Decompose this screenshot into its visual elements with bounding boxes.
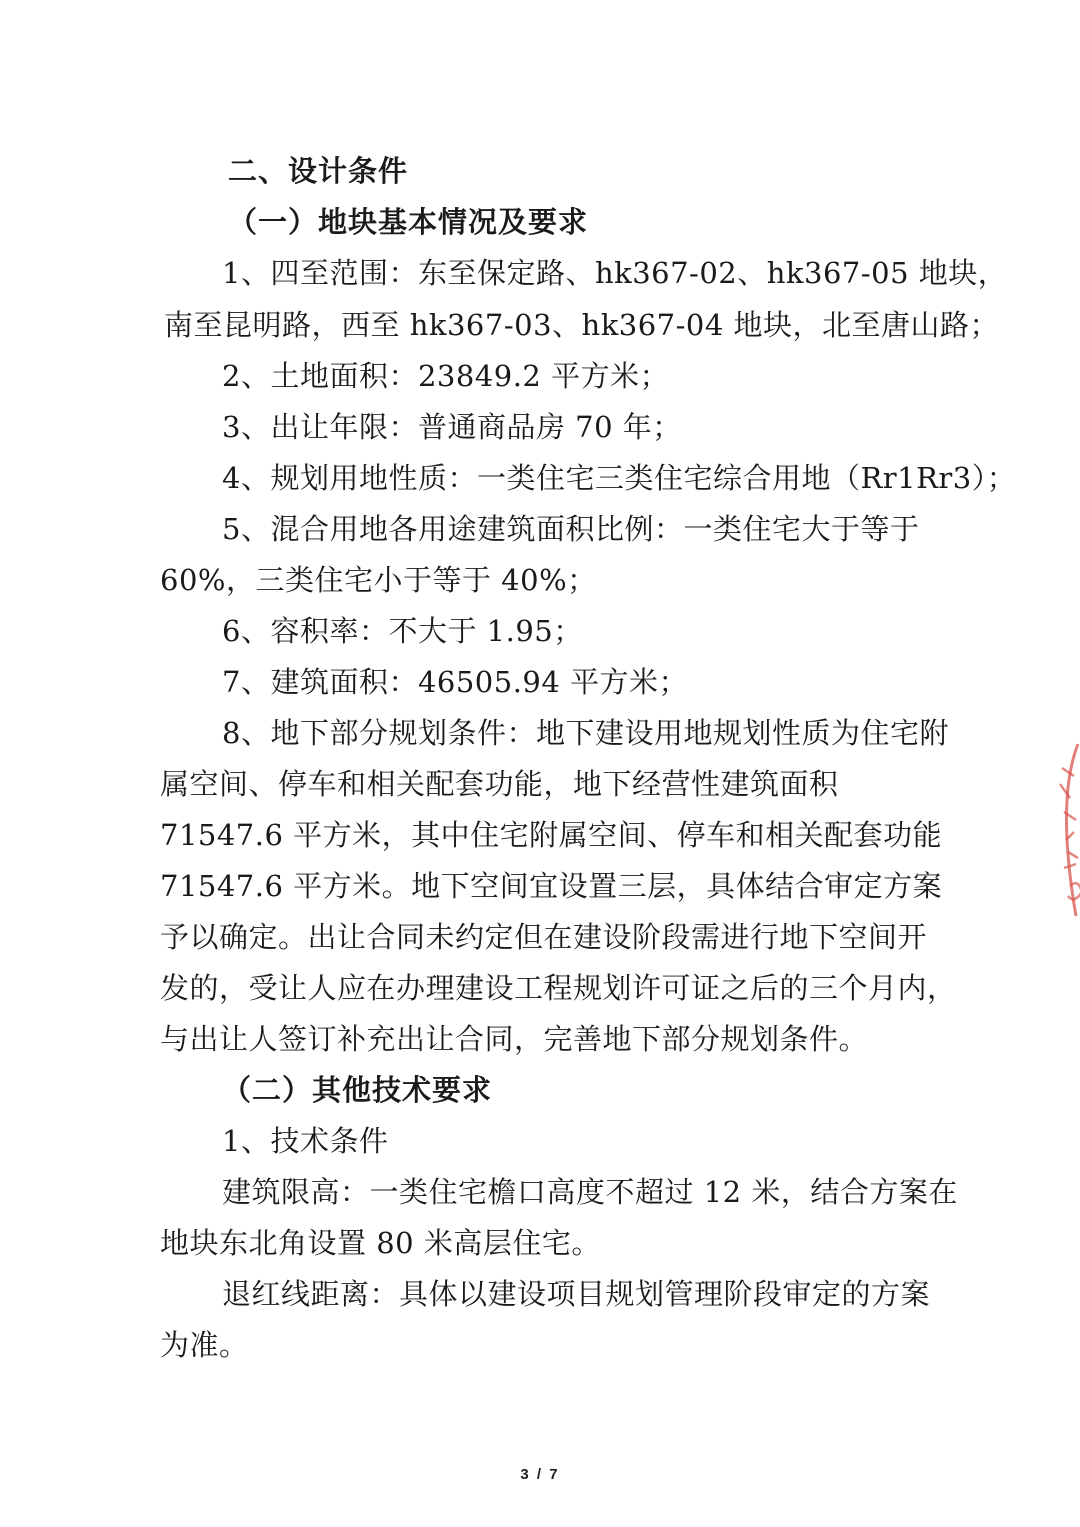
- paragraph-line: 6、容积率：不大于 1.95；: [222, 614, 583, 648]
- paragraph-line: 7、建筑面积：46505.94 平方米；: [222, 665, 689, 699]
- paragraph-line: 为准。: [160, 1328, 249, 1362]
- paragraph-line: 退红线距离：具体以建设项目规划管理阶段审定的方案: [222, 1277, 931, 1311]
- paragraph-line: 71547.6 平方米，其中住宅附属空间、停车和相关配套功能: [160, 818, 943, 852]
- paragraph-line: 建筑限高：一类住宅檐口高度不超过 12 米，结合方案在: [222, 1175, 958, 1209]
- section-heading-design-conditions: 二、设计条件: [228, 154, 409, 188]
- paragraph-line: 1、四至范围：东至保定路、hk367-02、hk367-05 地块，: [222, 256, 1008, 290]
- paragraph-line: 60%，三类住宅小于等于 40%；: [160, 563, 597, 597]
- paragraph-line: 与出让人签订补充出让合同，完善地下部分规划条件。: [160, 1022, 869, 1056]
- paragraph-line: 4、规划用地性质：一类住宅三类住宅综合用地（Rr1Rr3）；: [222, 461, 1017, 495]
- paragraph-line: 8、地下部分规划条件：地下建设用地规划性质为住宅附: [222, 716, 949, 750]
- paragraph-line: 地块东北角设置 80 米高层住宅。: [160, 1226, 601, 1260]
- page-number: 3 / 7: [520, 1466, 560, 1483]
- red-seal-fragment: [1048, 740, 1080, 920]
- paragraph-line: 71547.6 平方米。地下空间宜设置三层，具体结合审定方案: [160, 869, 943, 903]
- paragraph-line: 南至昆明路，西至 hk367-03、hk367-04 地块，北至唐山路；: [164, 308, 1000, 342]
- paragraph-line: 予以确定。出让合同未约定但在建设阶段需进行地下空间开: [160, 920, 928, 954]
- subsection-heading-other-requirements: （二）其他技术要求: [222, 1073, 493, 1107]
- paragraph-line: 2、土地面积：23849.2 平方米；: [222, 359, 670, 393]
- paragraph-line: 发的，受让人应在办理建设工程规划许可证之后的三个月内，: [160, 971, 957, 1005]
- paragraph-line: 属空间、停车和相关配套功能，地下经营性建筑面积: [160, 767, 839, 801]
- paragraph-line: 1、技术条件: [222, 1124, 389, 1158]
- paragraph-line: 5、混合用地各用途建筑面积比例：一类住宅大于等于: [222, 512, 920, 546]
- subsection-heading-plot-basics: （一）地块基本情况及要求: [228, 205, 589, 239]
- paragraph-line: 3、出让年限：普通商品房 70 年；: [222, 410, 682, 444]
